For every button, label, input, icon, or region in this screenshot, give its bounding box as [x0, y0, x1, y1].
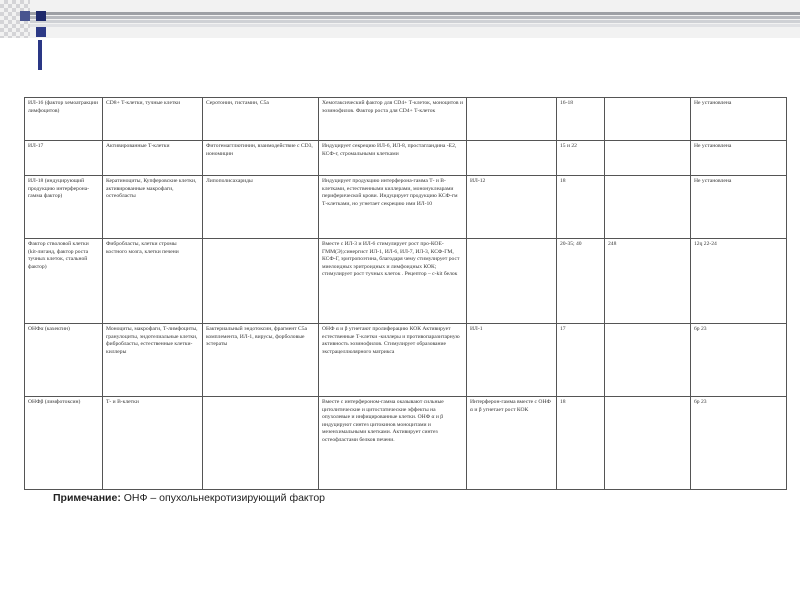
- table-cell: [605, 324, 691, 397]
- table-row: [25, 141, 787, 176]
- table-row: [25, 239, 787, 324]
- table-cell: 17: [557, 324, 605, 397]
- table-cell: Фактор стволовой клетки (kit-лиганд, фактор роста тучных клеток, стальной фактор): [25, 239, 103, 324]
- table-cell: ИЛ-12: [467, 176, 557, 239]
- table-cell: ОНФ α и β угнетают пролиферацию КОК Активирует естественные Т-клетки -киллеры и противопаразитарную активность эозинофилов. Стимулирует образование экстрацеллюлярного матрикса: [319, 324, 467, 397]
- table-cell: 248: [605, 239, 691, 324]
- table-cell: Т- и В-клетки: [103, 397, 203, 490]
- table-cell: CD8+ Т-клетки, тучные клетки: [103, 98, 203, 141]
- table-cell: Серотонин, гистамин, С5а: [203, 98, 319, 141]
- table-cell: ИЛ-18 (индуцирующий продукцию интерферона-гамма фактор): [25, 176, 103, 239]
- table-cell: Активированные Т-клетки: [103, 141, 203, 176]
- header-square: [20, 11, 30, 21]
- table-cell: Индуцирует секрецию ИЛ-6, ИЛ-8, простагландина -Е2, КСФ-г, стромальными клетками: [319, 141, 467, 176]
- table-cell: Вместе с ИЛ-3 и ИЛ-6 стимулирует рост про-КОЕ-ГММ(Э);синергист ИЛ-1, ИЛ-6, ИЛ-7, ИЛ-3, КСФ-ГМ, КСФ-Г, эритропоэтина, благодаря чему стимулирует рост миелоидных эритроидных и лимфоидных КОК; стимулирует рост тучных клеток . Рецептор – c-kit белок: [319, 239, 467, 324]
- table-cell: 6р 23: [691, 324, 787, 397]
- header-stripe: [30, 16, 800, 19]
- table-cell: [467, 239, 557, 324]
- table-cell: ОНФβ (лимфотоксин): [25, 397, 103, 490]
- table-cell: Фитогемагглютинин, взаимодействие с CD3, иономицин: [203, 141, 319, 176]
- table-cell: Моноциты, макрофаги, Т-лимфоциты, гранулоциты, эндотелиальные клетки, фибробласты, естественные клетки-киллеры: [103, 324, 203, 397]
- footnote-text: ОНФ – опухольнекротизирующий фактор: [120, 492, 326, 504]
- header-square: [36, 11, 46, 21]
- table-cell: 18: [557, 176, 605, 239]
- table-cell: Не установлена: [691, 98, 787, 141]
- table-cell: Интерферон-гамма вместе с ОНФ α и β угнетает рост КОК: [467, 397, 557, 490]
- table-cell: Не установлена: [691, 141, 787, 176]
- footnote: [53, 492, 325, 504]
- table-cell: [605, 176, 691, 239]
- table-cell: [203, 239, 319, 324]
- table-cell: 12q 22-24: [691, 239, 787, 324]
- header-square: [36, 27, 46, 37]
- table-row: [25, 324, 787, 397]
- table-row: [25, 98, 787, 141]
- table-cell: [203, 397, 319, 490]
- accent-bar: [38, 40, 42, 70]
- table-cell: [605, 397, 691, 490]
- table-cell: ОНФα (кахектин): [25, 324, 103, 397]
- table-cell: Вместе с интерфероном-гамма оказывают сильные цитолитические и цитостатические эффекты на опухолевые и инфицированные клетки. ОНФ α и β индуцируют синтез цитокинов моноцитами и мезенхимальными клетками. Активирует синтез остеофластами белков печени.: [319, 397, 467, 490]
- table-cell: ИЛ-1: [467, 324, 557, 397]
- header-stripe: [30, 20, 800, 23]
- table-cell: 6р 23: [691, 397, 787, 490]
- table-cell: Фибробласты, клетки стромы костного мозга, клетки печени: [103, 239, 203, 324]
- table-cell: Не установлена: [691, 176, 787, 239]
- table-cell: Хемотаксический фактор для CD4+ Т-клеток, моноцитов и эозинофилов. Фактор роста для CD4+ Т-клеток: [319, 98, 467, 141]
- footnote-label: Примечание:: [53, 492, 121, 504]
- table-row: [25, 176, 787, 239]
- header-stripe: [30, 24, 800, 27]
- table-cell: 20-35; 40: [557, 239, 605, 324]
- table-cell: [467, 141, 557, 176]
- header-band: [0, 0, 800, 38]
- table-cell: 16-18: [557, 98, 605, 141]
- table-cell: [605, 98, 691, 141]
- table-cell: [605, 141, 691, 176]
- table-cell: Кератиноциты, Купферовские клетки, активированные макрофаги, остеобласты: [103, 176, 203, 239]
- table-cell: [467, 98, 557, 141]
- table-cell: Липополисахариды: [203, 176, 319, 239]
- table-cell: Бактериальный эндотоксин, фрагмент С5а комплемента, ИЛ-1, вирусы, форболовые эстераты: [203, 324, 319, 397]
- header-stripe: [30, 12, 800, 15]
- table-row: [25, 397, 787, 490]
- table-cell: 18: [557, 397, 605, 490]
- cytokine-table: [24, 97, 786, 490]
- table-cell: Индуцирует продукцию интерферона-гамма Т- и В- клетками, естественными киллерами, мононуклеарами периферической крови. Индуцирует продукцию КСФ-гм Т-клетками, но угнетает секрецию ими ИЛ-10: [319, 176, 467, 239]
- table-cell: ИЛ-16 (фактор хемоатракции лимфоцитов): [25, 98, 103, 141]
- table-cell: ИЛ-17: [25, 141, 103, 176]
- table-cell: 15 и 22: [557, 141, 605, 176]
